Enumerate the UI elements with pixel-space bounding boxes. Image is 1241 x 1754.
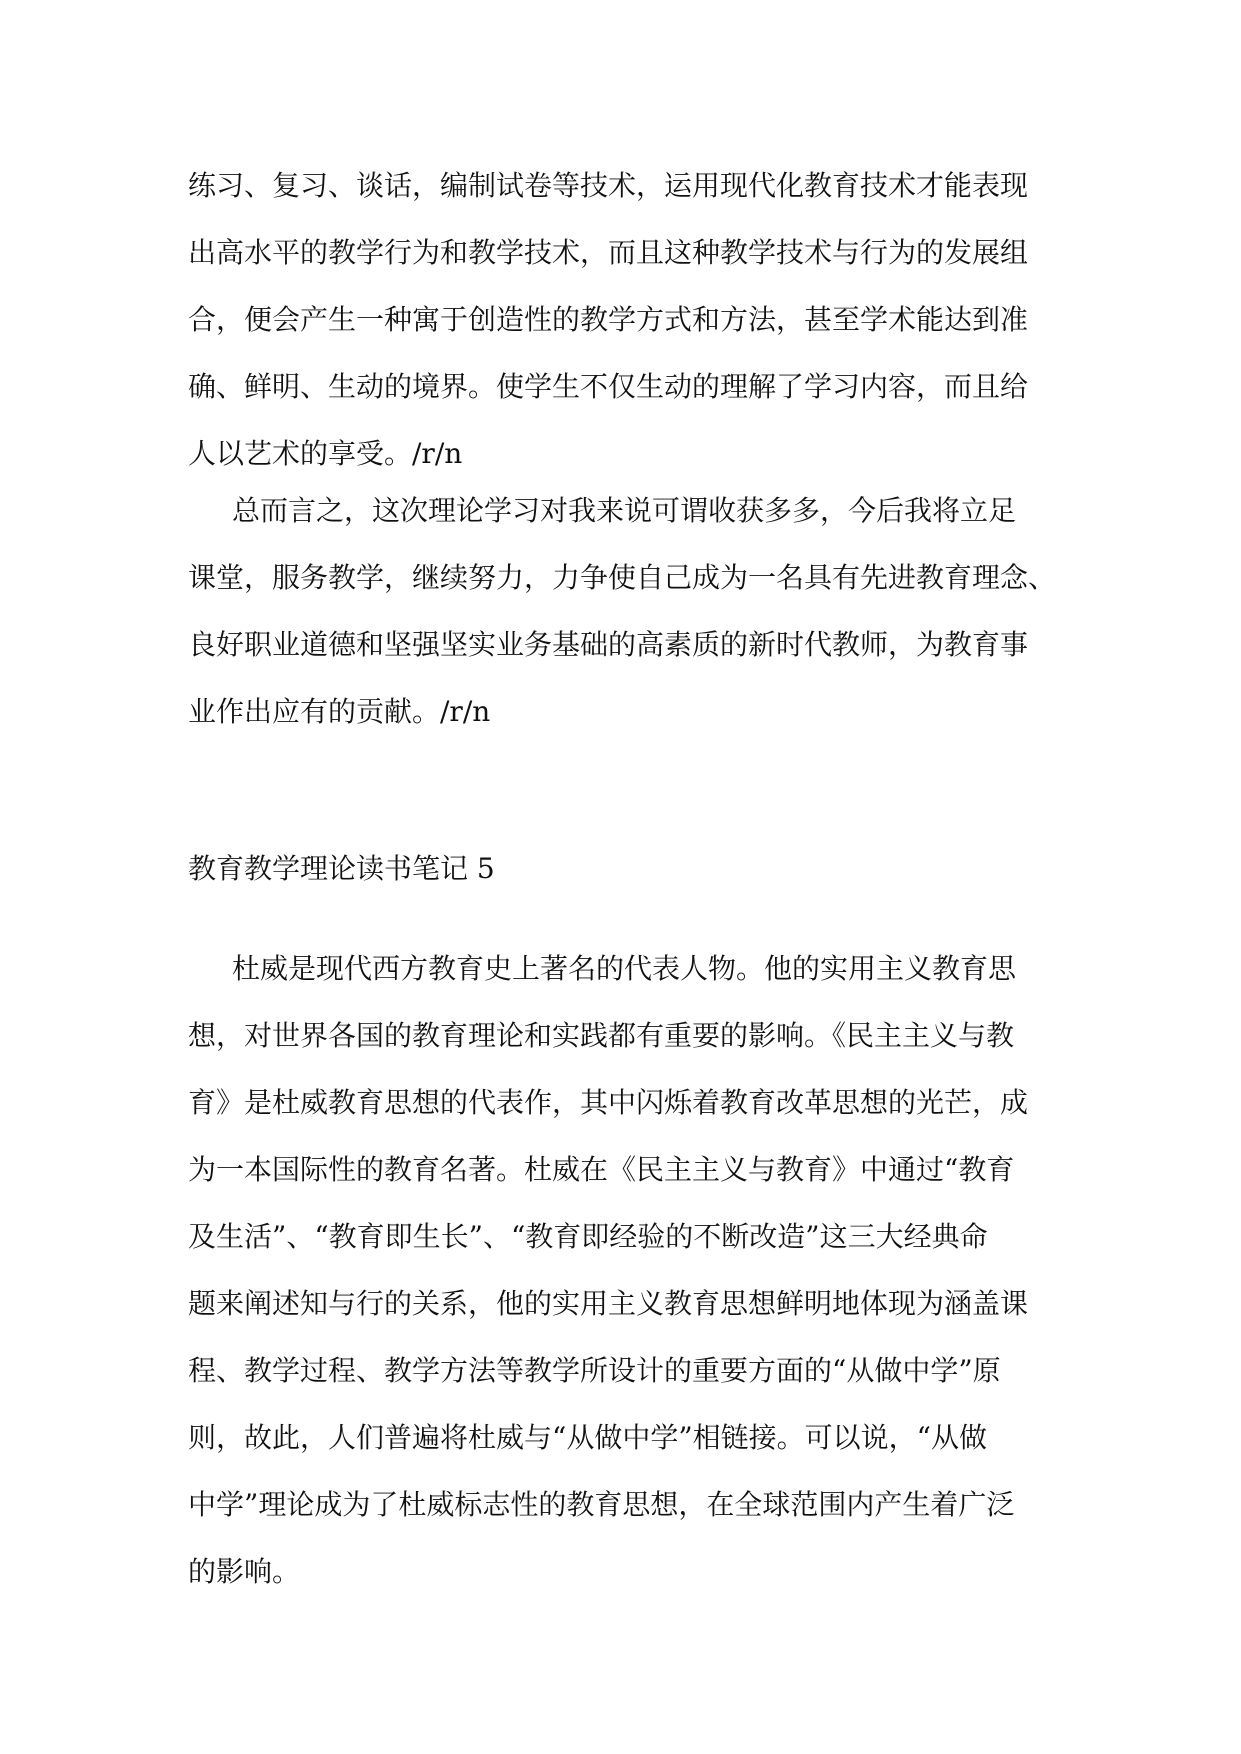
paragraph-line: 课堂，服务教学，继续努力，力争使自己成为一名具有先进教育理念、 [188, 561, 1057, 594]
paragraph-line: 良好职业道德和坚强坚实业务基础的高素质的新时代教师，为教育事 [188, 628, 1029, 661]
paragraph-continued [188, 152, 1054, 487]
paragraph-line: 练习、复习、谈话，编制试卷等技术，运用现代化教育技术才能表现 [188, 169, 1029, 202]
paragraph-line: 及生活”、“教育即生长”、“教育即经验的不断改造”这三大经典命 [188, 1220, 988, 1253]
paragraph-line: 业作出应有的贡献。/r/n [188, 695, 491, 728]
paragraph-conclusion [188, 477, 1057, 745]
paragraph-line: 想，对世界各国的教育理论和实践都有重要的影响。《民主主义与教 [188, 1019, 1015, 1052]
paragraph-line: 总而言之，这次理论学习对我来说可谓收获多多，今后我将立足 [232, 494, 1017, 527]
paragraph-line: 确、鲜明、生动的境界。使学生不仅生动的理解了学习内容，而且给 [188, 370, 1029, 403]
paragraph-dewey [188, 935, 1054, 1605]
paragraph-line: 程、教学过程、教学方法等教学所设计的重要方面的“从做中学”原 [188, 1354, 1001, 1387]
paragraph-line: 杜威是现代西方教育史上著名的代表人物。他的实用主义教育思 [232, 952, 1017, 985]
paragraph-line: 育》是杜威教育思想的代表作，其中闪烁着教育改革思想的光芒，成 [188, 1086, 1029, 1119]
paragraph-line: 则，故此，人们普遍将杜威与“从做中学”相链接。可以说，“从做 [188, 1421, 987, 1454]
paragraph-line: 为一本国际性的教育名著。杜威在《民主主义与教育》中通过“教育 [188, 1153, 1015, 1186]
paragraph-line: 题来阐述知与行的关系，他的实用主义教育思想鲜明地体现为涵盖课 [188, 1287, 1029, 1320]
paragraph-line: 中学”理论成为了杜威标志性的教育思想，在全球范围内产生着广泛 [188, 1488, 1015, 1521]
paragraph-line: 合，便会产生一种寓于创造性的教学方式和方法，甚至学术能达到准 [188, 303, 1029, 336]
section-heading: 教育教学理论读书笔记 5 [188, 852, 495, 885]
section-heading-wrapper [188, 835, 1054, 902]
paragraph-line: 的影响。 [188, 1555, 301, 1588]
paragraph-line: 人以艺术的享受。/r/n [188, 437, 463, 470]
paragraph-line: 出高水平的教学行为和教学技术，而且这种教学技术与行为的发展组 [188, 236, 1029, 269]
